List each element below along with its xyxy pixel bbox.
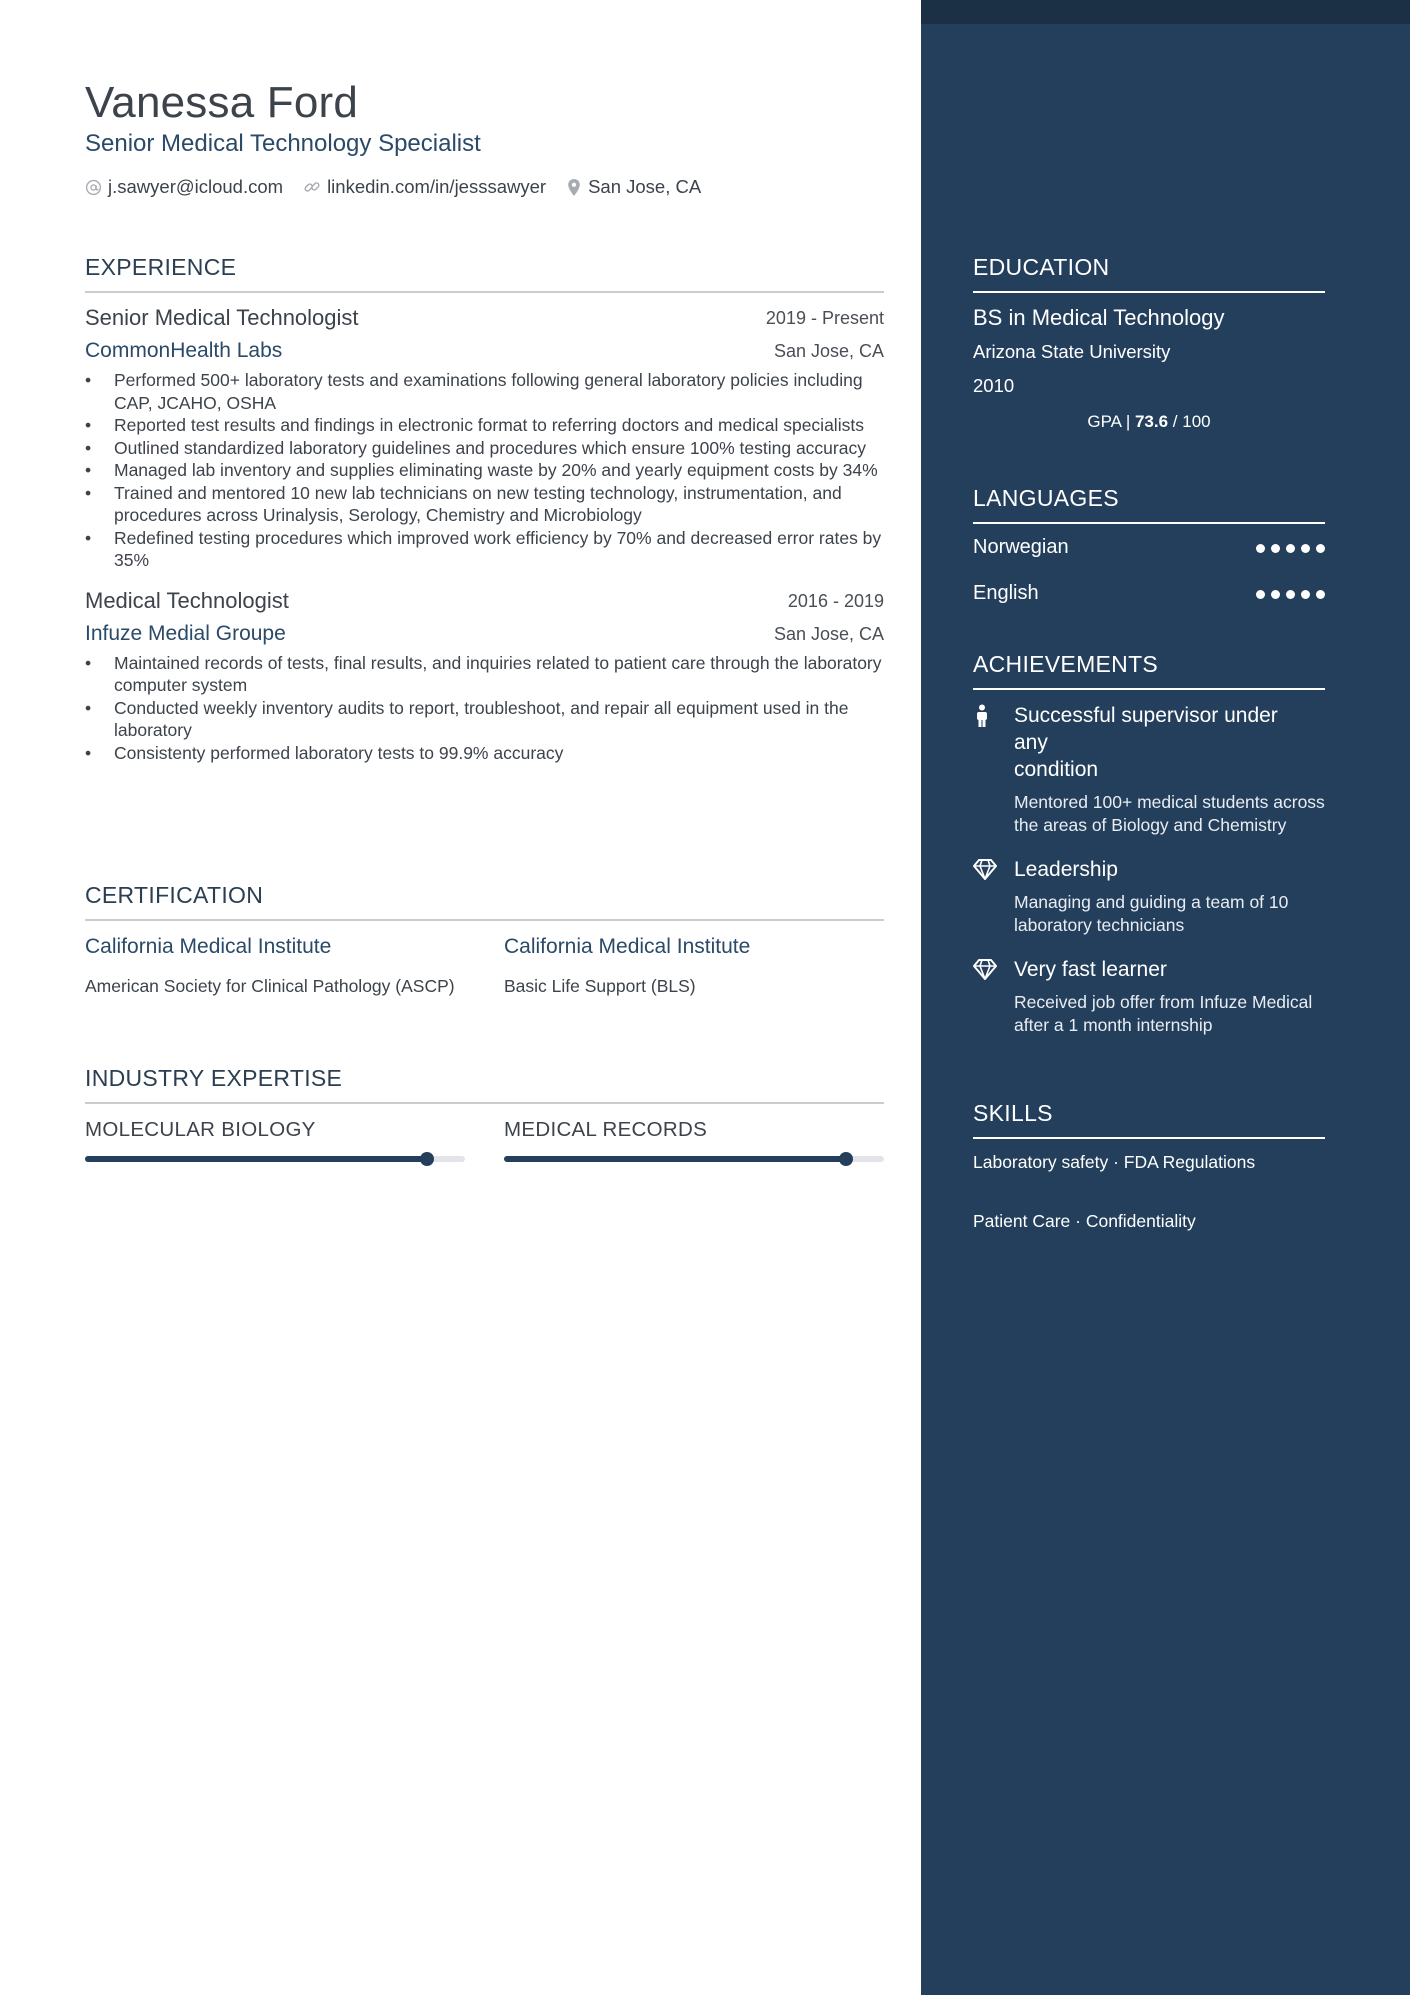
- language-name: English: [973, 582, 1039, 604]
- job-entry: [85, 588, 884, 765]
- expertise-bar: [85, 1156, 465, 1162]
- achievement-title: Very fast learner: [1014, 958, 1167, 981]
- rating-dot: [1256, 544, 1265, 553]
- location-text: San Jose, CA: [588, 176, 702, 197]
- job-bullets: [85, 369, 884, 572]
- contact-email[interactable]: [85, 176, 283, 198]
- expertise-bar-fill: [85, 1156, 427, 1162]
- achievement-title: Successful supervisor under any condition: [1014, 704, 1278, 781]
- rating-dot: [1286, 590, 1295, 599]
- bullet-item: • Redefined testing procedures which improved work efficiency by 70% and decreased error rates by 35%: [85, 527, 884, 572]
- skills-line: Laboratory safety · FDA Regulations: [973, 1152, 1256, 1172]
- expertise-bar-knob: [420, 1152, 434, 1166]
- rating-dot: [1271, 544, 1280, 553]
- linkedin-text: linkedin.com/in/jesssawyer: [327, 176, 547, 197]
- bullet-item: • Reported test results and findings in electronic format to referring doctors and medical specialists: [85, 414, 884, 437]
- candidate-name: Vanessa Ford: [85, 78, 359, 127]
- cert-description: American Society for Clinical Pathology (ASCP): [85, 976, 455, 996]
- experience-heading: EXPERIENCE: [85, 254, 884, 293]
- diamond-icon: [973, 958, 997, 980]
- gpa-label: GPA: [1087, 412, 1122, 431]
- education-year: 2010: [973, 375, 1015, 396]
- contact-location: [566, 176, 701, 198]
- job-role: Senior Medical Technologist: [85, 305, 359, 330]
- rating-dot: [1286, 544, 1295, 553]
- expertise-name: MOLECULAR BIOLOGY: [85, 1118, 316, 1141]
- bullet-item: • Conducted weekly inventory audits to report, troubleshoot, and repair all equipment used in the laboratory: [85, 697, 884, 742]
- job-dates: 2016 - 2019: [787, 590, 884, 611]
- expertise-bar: [504, 1156, 884, 1162]
- expertise-section: [85, 1065, 884, 1178]
- bullet-item: • Outlined standardized laboratory guidelines and procedures which ensure 100% testing accuracy: [85, 437, 884, 460]
- expertise-bar-knob: [839, 1152, 853, 1166]
- achievements-heading: ACHIEVEMENTS: [973, 651, 1325, 690]
- language-level-dots: [1250, 544, 1325, 553]
- rating-dot: [1301, 544, 1310, 553]
- bullet-item: • Performed 500+ laboratory tests and examinations following general laboratory policies including CAP, JCAHO, OSHA: [85, 369, 884, 414]
- sidebar-top-band: [921, 0, 1410, 24]
- achievements-section: [973, 651, 1325, 1036]
- language-name: Norwegian: [973, 536, 1069, 558]
- skills-heading: SKILLS: [973, 1100, 1325, 1139]
- expertise-name: MEDICAL RECORDS: [504, 1118, 708, 1141]
- rating-dot: [1256, 590, 1265, 599]
- certification-heading: CERTIFICATION: [85, 882, 884, 921]
- bullet-item: • Maintained records of tests, final results, and inquiries related to patient care through the laboratory computer system: [85, 652, 884, 697]
- link-icon: [303, 178, 321, 196]
- job-company: CommonHealth Labs: [85, 339, 283, 362]
- cert-description: Basic Life Support (BLS): [504, 976, 696, 996]
- language-item: [973, 524, 1325, 570]
- rating-dot: [1316, 590, 1325, 599]
- contact-bar: [85, 174, 721, 200]
- job-role: Medical Technologist: [85, 587, 289, 613]
- sidebar: [921, 0, 1410, 1995]
- certification-section: [85, 882, 884, 1035]
- email-text: j.sawyer@icloud.com: [108, 176, 284, 197]
- job-bullets: [85, 652, 884, 765]
- education-school: Arizona State University: [973, 341, 1171, 362]
- education-degree: BS in Medical Technology: [973, 305, 1225, 330]
- contact-linkedin[interactable]: [303, 176, 546, 198]
- achievement-description: Managing and guiding a team of 10 laboratory technicians: [1014, 892, 1289, 935]
- bullet-item: • Consistenty performed laboratory tests to 99.9% accuracy: [85, 742, 884, 765]
- job-company: Infuze Medial Groupe: [85, 621, 286, 645]
- at-icon: [85, 179, 102, 196]
- candidate-title: Senior Medical Technology Specialist: [85, 130, 481, 157]
- expertise-bar-fill: [504, 1156, 846, 1162]
- certification-item: [504, 935, 884, 998]
- achievement-item: [973, 956, 1325, 1036]
- rating-dot: [1271, 590, 1280, 599]
- expertise-heading: INDUSTRY EXPERTISE: [85, 1065, 884, 1104]
- expertise-item: [504, 1118, 884, 1162]
- job-location: San Jose, CA: [773, 623, 884, 644]
- language-item: [973, 570, 1325, 616]
- rating-dot: [1316, 544, 1325, 553]
- skills-line: Patient Care · Confidentiality: [973, 1211, 1196, 1231]
- achievement-description: Mentored 100+ medical students across the areas of Biology and Chemistry: [1014, 792, 1325, 835]
- bullet-item: • Trained and mentored 10 new lab technicians on new testing technology, instrumentation, and procedures across Urinalysis, Serology, Chemistry and Microbiology: [85, 482, 884, 527]
- experience-section: [85, 254, 884, 764]
- education-heading: EDUCATION: [973, 254, 1325, 293]
- expertise-item: [85, 1118, 465, 1162]
- job-entry: [85, 305, 884, 572]
- map-pin-icon: [566, 178, 582, 197]
- diamond-icon: [973, 858, 997, 880]
- education-gpa: GPA | 73.6 / 100: [1087, 412, 1211, 431]
- gpa-max: 100: [1182, 412, 1211, 431]
- language-level-dots: [1250, 590, 1325, 599]
- languages-section: [973, 485, 1325, 616]
- skills-section: [973, 1100, 1325, 1232]
- achievement-description: Received job offer from Infuze Medical after a 1 month internship: [1014, 992, 1313, 1035]
- achievement-item: [973, 702, 1325, 836]
- education-section: [973, 254, 1325, 432]
- cert-institution: California Medical Institute: [504, 935, 751, 958]
- bullet-item: • Managed lab inventory and supplies eliminating waste by 20% and yearly equipment costs by 34%: [85, 459, 884, 482]
- achievement-item: [973, 856, 1325, 936]
- job-dates: 2019 - Present: [765, 308, 884, 328]
- cert-institution: California Medical Institute: [85, 935, 332, 958]
- person-icon: [973, 704, 991, 728]
- languages-heading: LANGUAGES: [973, 485, 1325, 524]
- rating-dot: [1301, 590, 1310, 599]
- gpa-value: 73.6: [1134, 412, 1169, 431]
- job-location: San Jose, CA: [773, 341, 884, 361]
- certification-item: [85, 935, 465, 998]
- achievement-title: Leadership: [1014, 858, 1118, 881]
